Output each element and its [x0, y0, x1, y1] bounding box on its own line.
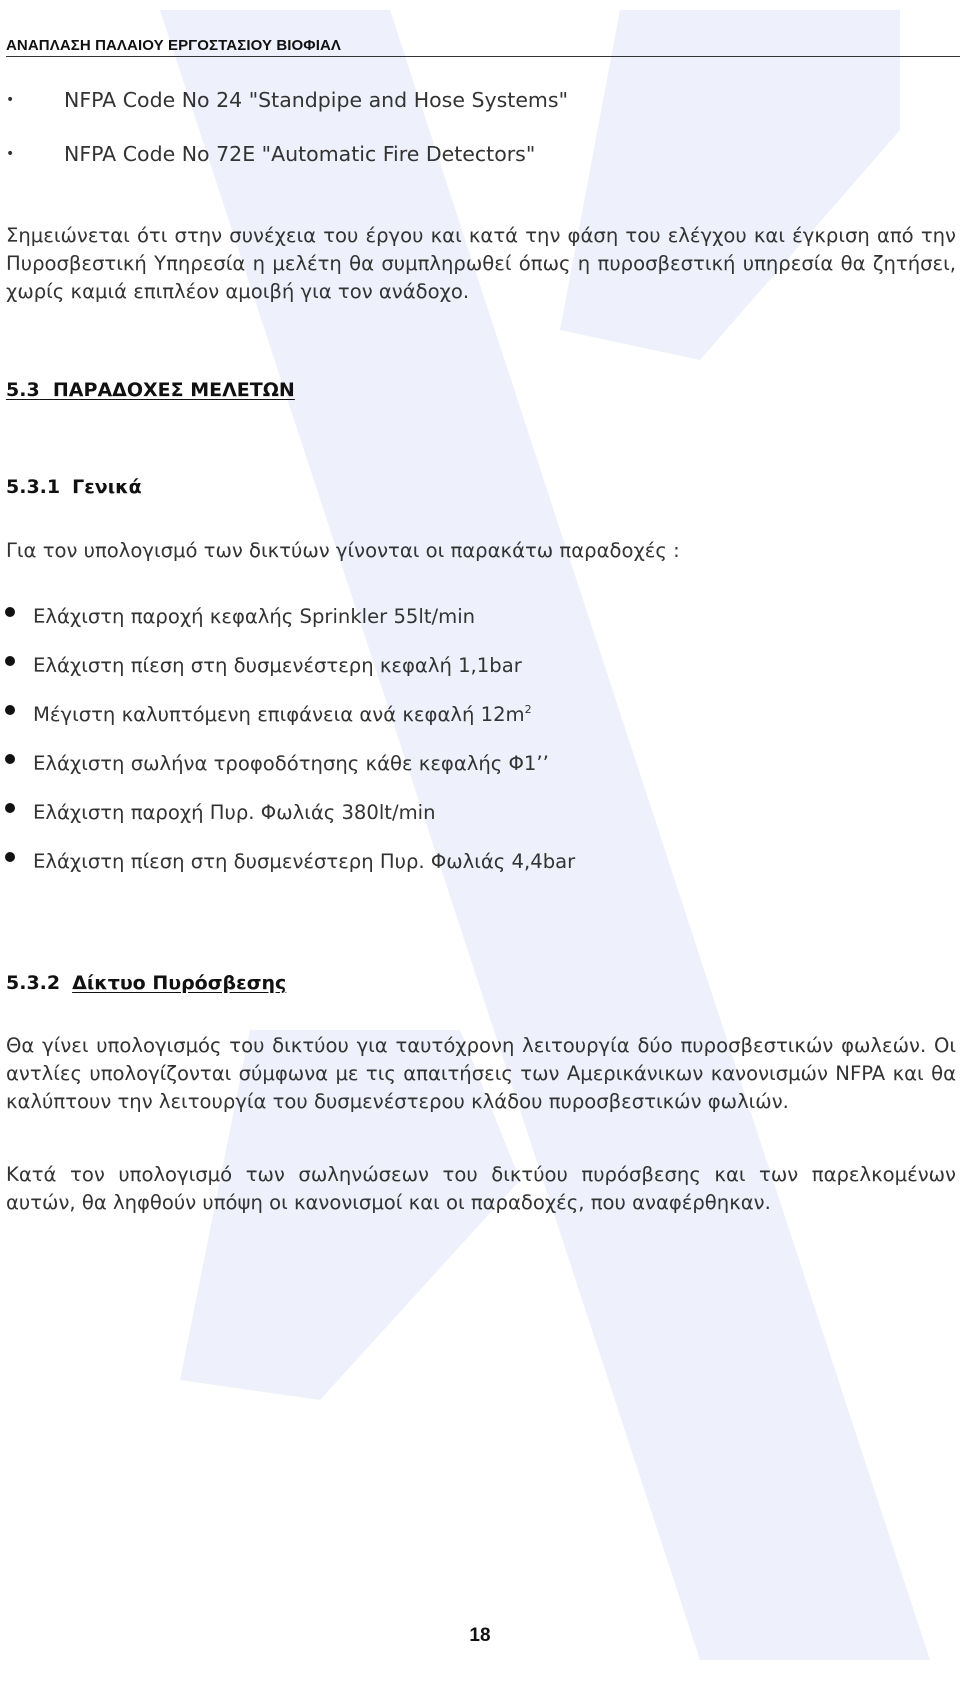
list-item: [0, 744, 700, 774]
list-item: [0, 695, 700, 725]
list-item-text: Ελάχιστη παροχή κεφαλής Sprinkler 55lt/min: [33, 605, 476, 628]
subsection-title: Δίκτυο Πυρόσβεσης: [72, 972, 287, 994]
bullet-icon: •: [6, 146, 15, 162]
page-header-title: ΑΝΑΠΛΑΣΗ ΠΑΛΑΙΟΥ ΕΡΓΟΣΤΑΣΙΟΥ ΒΙΟΦΙΑΛ: [6, 37, 342, 54]
note-paragraph: Σημειώνεται ότι στην συνέχεια του έργου και κατά την φάση του ελέγχου και έγκριση από την Πυροσβεστική Υπηρεσία η μελέτη θα συμπληρωθεί όπως η πυροσβεστική υπηρεσία θα ζητήσει, χωρίς καμιά επιπλέον αμοιβή για τον ανάδοχο.: [6, 224, 956, 303]
bullet-icon: [5, 803, 15, 813]
reference-text: NFPA Code No 72E "Automatic Fire Detectors": [64, 142, 536, 166]
network-paragraph-1: Θα γίνει υπολογισμός του δικτύου για ταυτόχρονη λειτουργία δύο πυροσβεστικών φωλεών. Οι αντλίες υπολογίζονται σύμφωνα με τις απαιτήσεις των Αμερικάνικων κανονισμών NFPA και θα καλύπτουν την λειτουργία του δυσμενέστερου κλάδου πυροσβεστικών φωλιών.: [6, 1034, 956, 1113]
list-item: [0, 646, 700, 676]
bullet-icon: [5, 852, 15, 862]
list-item-text: Ελάχιστη πίεση στη δυσμενέστερη Πυρ. Φωλιάς 4,4bar: [33, 850, 576, 873]
subsection-title: Γενικά: [72, 476, 142, 498]
subsection-heading: [6, 476, 142, 498]
bullet-icon: [5, 754, 15, 764]
subsection-heading: [6, 972, 286, 994]
list-item-text: Ελάχιστη πίεση στη δυσμενέστερη κεφαλή 1,1bar: [33, 654, 522, 677]
list-item-text: Ελάχιστη παροχή Πυρ. Φωλιάς 380lt/min: [33, 801, 436, 824]
bullet-icon: [5, 705, 15, 715]
network-paragraph-2: Κατά τον υπολογισμό των σωληνώσεων του δικτύου πυρόσβεσης και των παρελκομένων αυτών, θα ληφθούν υπόψη οι κανονισμοί και οι παραδοχές, που αναφέρθηκαν.: [6, 1163, 956, 1214]
list-item-text: Ελάχιστη σωλήνα τροφοδότησης κάθε κεφαλής Φ1’’: [33, 752, 549, 775]
assumptions-intro: Για τον υπολογισμό των δικτύων γίνονται οι παρακάτω παραδοχές :: [6, 539, 680, 562]
subsection-number: 5.3.2: [6, 972, 61, 994]
header-divider: [6, 56, 960, 57]
bullet-icon: •: [6, 92, 15, 108]
list-item: [0, 842, 700, 872]
section-number: 5.3: [6, 379, 40, 401]
section-title: ΠΑΡΑΔΟΧΕΣ ΜΕΛΕΤΩΝ: [52, 379, 295, 401]
list-item: [0, 793, 700, 823]
subsection-number: 5.3.1: [6, 476, 61, 498]
bullet-icon: [5, 607, 15, 617]
reference-text: NFPA Code No 24 "Standpipe and Hose Systems": [64, 88, 569, 112]
bullet-icon: [5, 656, 15, 666]
list-item-text: Μέγιστη καλυπτόμενη επιφάνεια ανά κεφαλή $12m^2$: [33, 703, 532, 726]
assumptions-list: [0, 597, 960, 877]
section-heading: [6, 379, 295, 401]
list-item: [0, 597, 700, 627]
page-number: 18: [469, 1625, 491, 1646]
